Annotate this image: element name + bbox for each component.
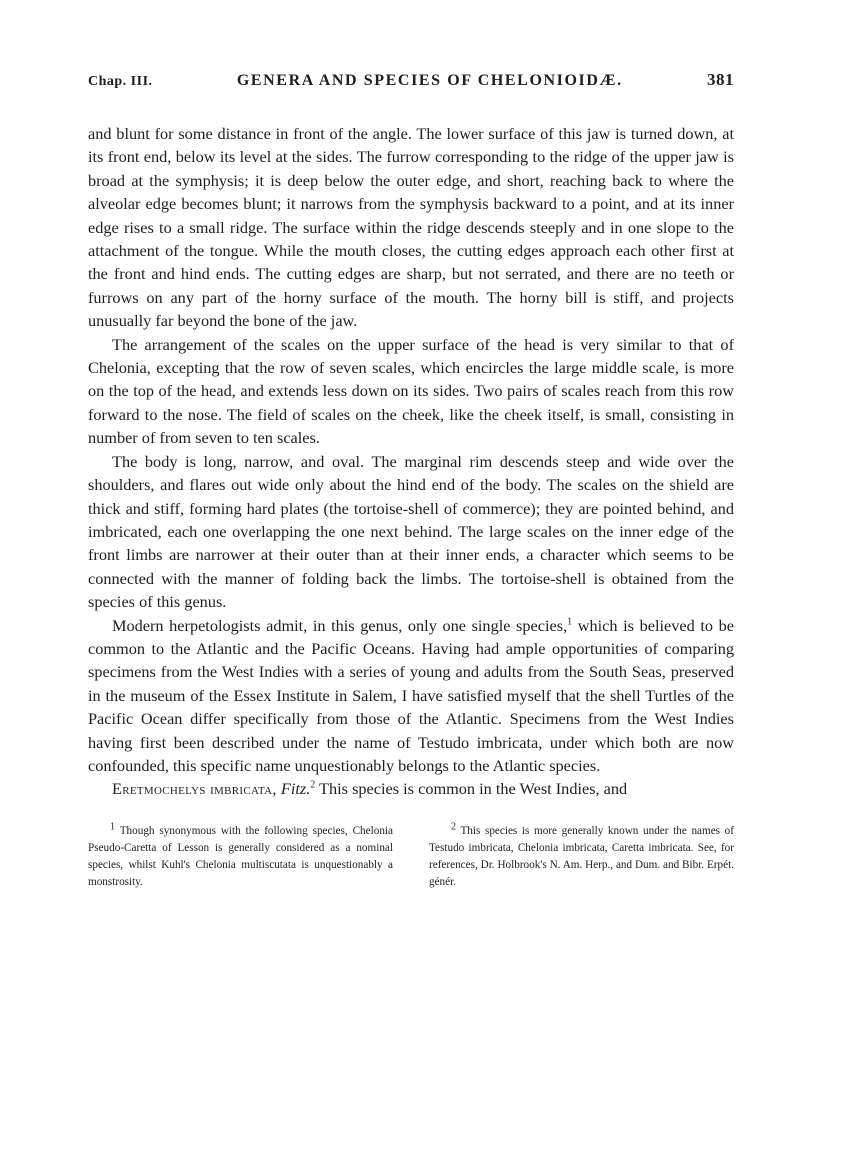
- book-page: [88, 70, 734, 891]
- page-number: 381: [707, 70, 734, 89]
- footnote-text: Though synonymous with the following species, Chelonia Pseudo-Caretta of Lesson is generally considered as a nominal species, whilst Kuhl's Chelonia multiscutata is unquestionably a monstrosity.: [88, 824, 393, 888]
- paragraph: The arrangement of the scales on the upper surface of the head is very similar to that of Chelonia, excepting that the row of seven scales, which encircles the large middle scale, is more on the top of the head, and extends less down on its sides. Two pairs of scales reach from this row forward to the nose. The field of scales on the cheek, like the cheek itself, is small, consisting in number of from seven to ten scales.: [88, 334, 734, 448]
- paragraph: [88, 614, 734, 778]
- footnote-marker: 1: [567, 616, 573, 628]
- species-name: Eretmochelys imbricata,: [112, 779, 277, 799]
- paragraph-text: This species is common in the West Indies, and: [315, 779, 628, 799]
- footnote-marker: 2: [310, 779, 316, 791]
- footnote-marker: 2: [451, 821, 456, 833]
- footnote: [88, 823, 393, 891]
- footnote: [429, 823, 734, 891]
- footnote-marker: 1: [110, 821, 115, 833]
- footnote-text: This species is more generally known under the names of Testudo imbricata, Chelonia imbricata, Caretta imbricata. See, for references, Dr. Holbrook's N. Am. Herp., and Dum. and Bibr. Erpét. génér.: [429, 824, 734, 888]
- paragraph-text: which is believed to be common to the Atlantic and the Pacific Oceans. Having had ample opportunities of comparing specimens from the West Indies with a series of young and adults from the South Seas, preserved in the museum of the Essex Institute in Salem, I have satisfied myself that the shell Turtles of the Pacific Ocean differ specifically from those of the Atlantic. Specimens from the West Indies having first been described under the name of Testudo imbricata, under which both are now confounded, this specific name unquestionably belongs to the Atlantic species.: [88, 615, 735, 775]
- paragraph-text: Modern herpetologists admit, in this genus, only one single species,: [112, 615, 568, 635]
- body-text: [88, 122, 734, 801]
- paragraph: [88, 777, 734, 800]
- species-author: Fitz.: [280, 779, 311, 799]
- paragraph: The body is long, narrow, and oval. The marginal rim descends steep and wide over the shoulders, and flares out wide only about the hind end of the body. The scales on the shield are thick and stiff, forming hard plates (the tortoise-shell of commerce); they are pointed behind, and imbricated, each one overlapping the one next behind. The large scales on the inner edge of the front limbs are narrower at their outer than at their inner ends, a character which seems to be connected with the manner of folding back the limbs. The tortoise-shell is obtained from the species of this genus.: [88, 451, 734, 612]
- running-header: [88, 70, 734, 100]
- paragraph: and blunt for some distance in front of the angle. The lower surface of this jaw is turned down, at its front end, below its level at the sides. The furrow corresponding to the ridge of the upper jaw is broad at the symphysis; it is deep below the outer edge, and short, reaching back to where the alveolar edge becomes blunt; it narrows from the symphysis backward to a point, and at its inner edge rises to a small ridge. The surface within the ridge descends steeply and in one slope to the attachment of the tongue. While the mouth closes, the cutting edges approach each other first at the front and hind ends. The cutting edges are sharp, but not serrated, and there are no teeth or furrows on any part of the horny surface of the mouth. The horny bill is stiff, and projects unusually far beyond the bone of the jaw.: [88, 124, 734, 331]
- footnotes: [88, 823, 734, 891]
- chapter-label: Chap. III.: [88, 74, 153, 89]
- running-title: GENERA AND SPECIES OF CHELONIOIDÆ.: [236, 72, 623, 89]
